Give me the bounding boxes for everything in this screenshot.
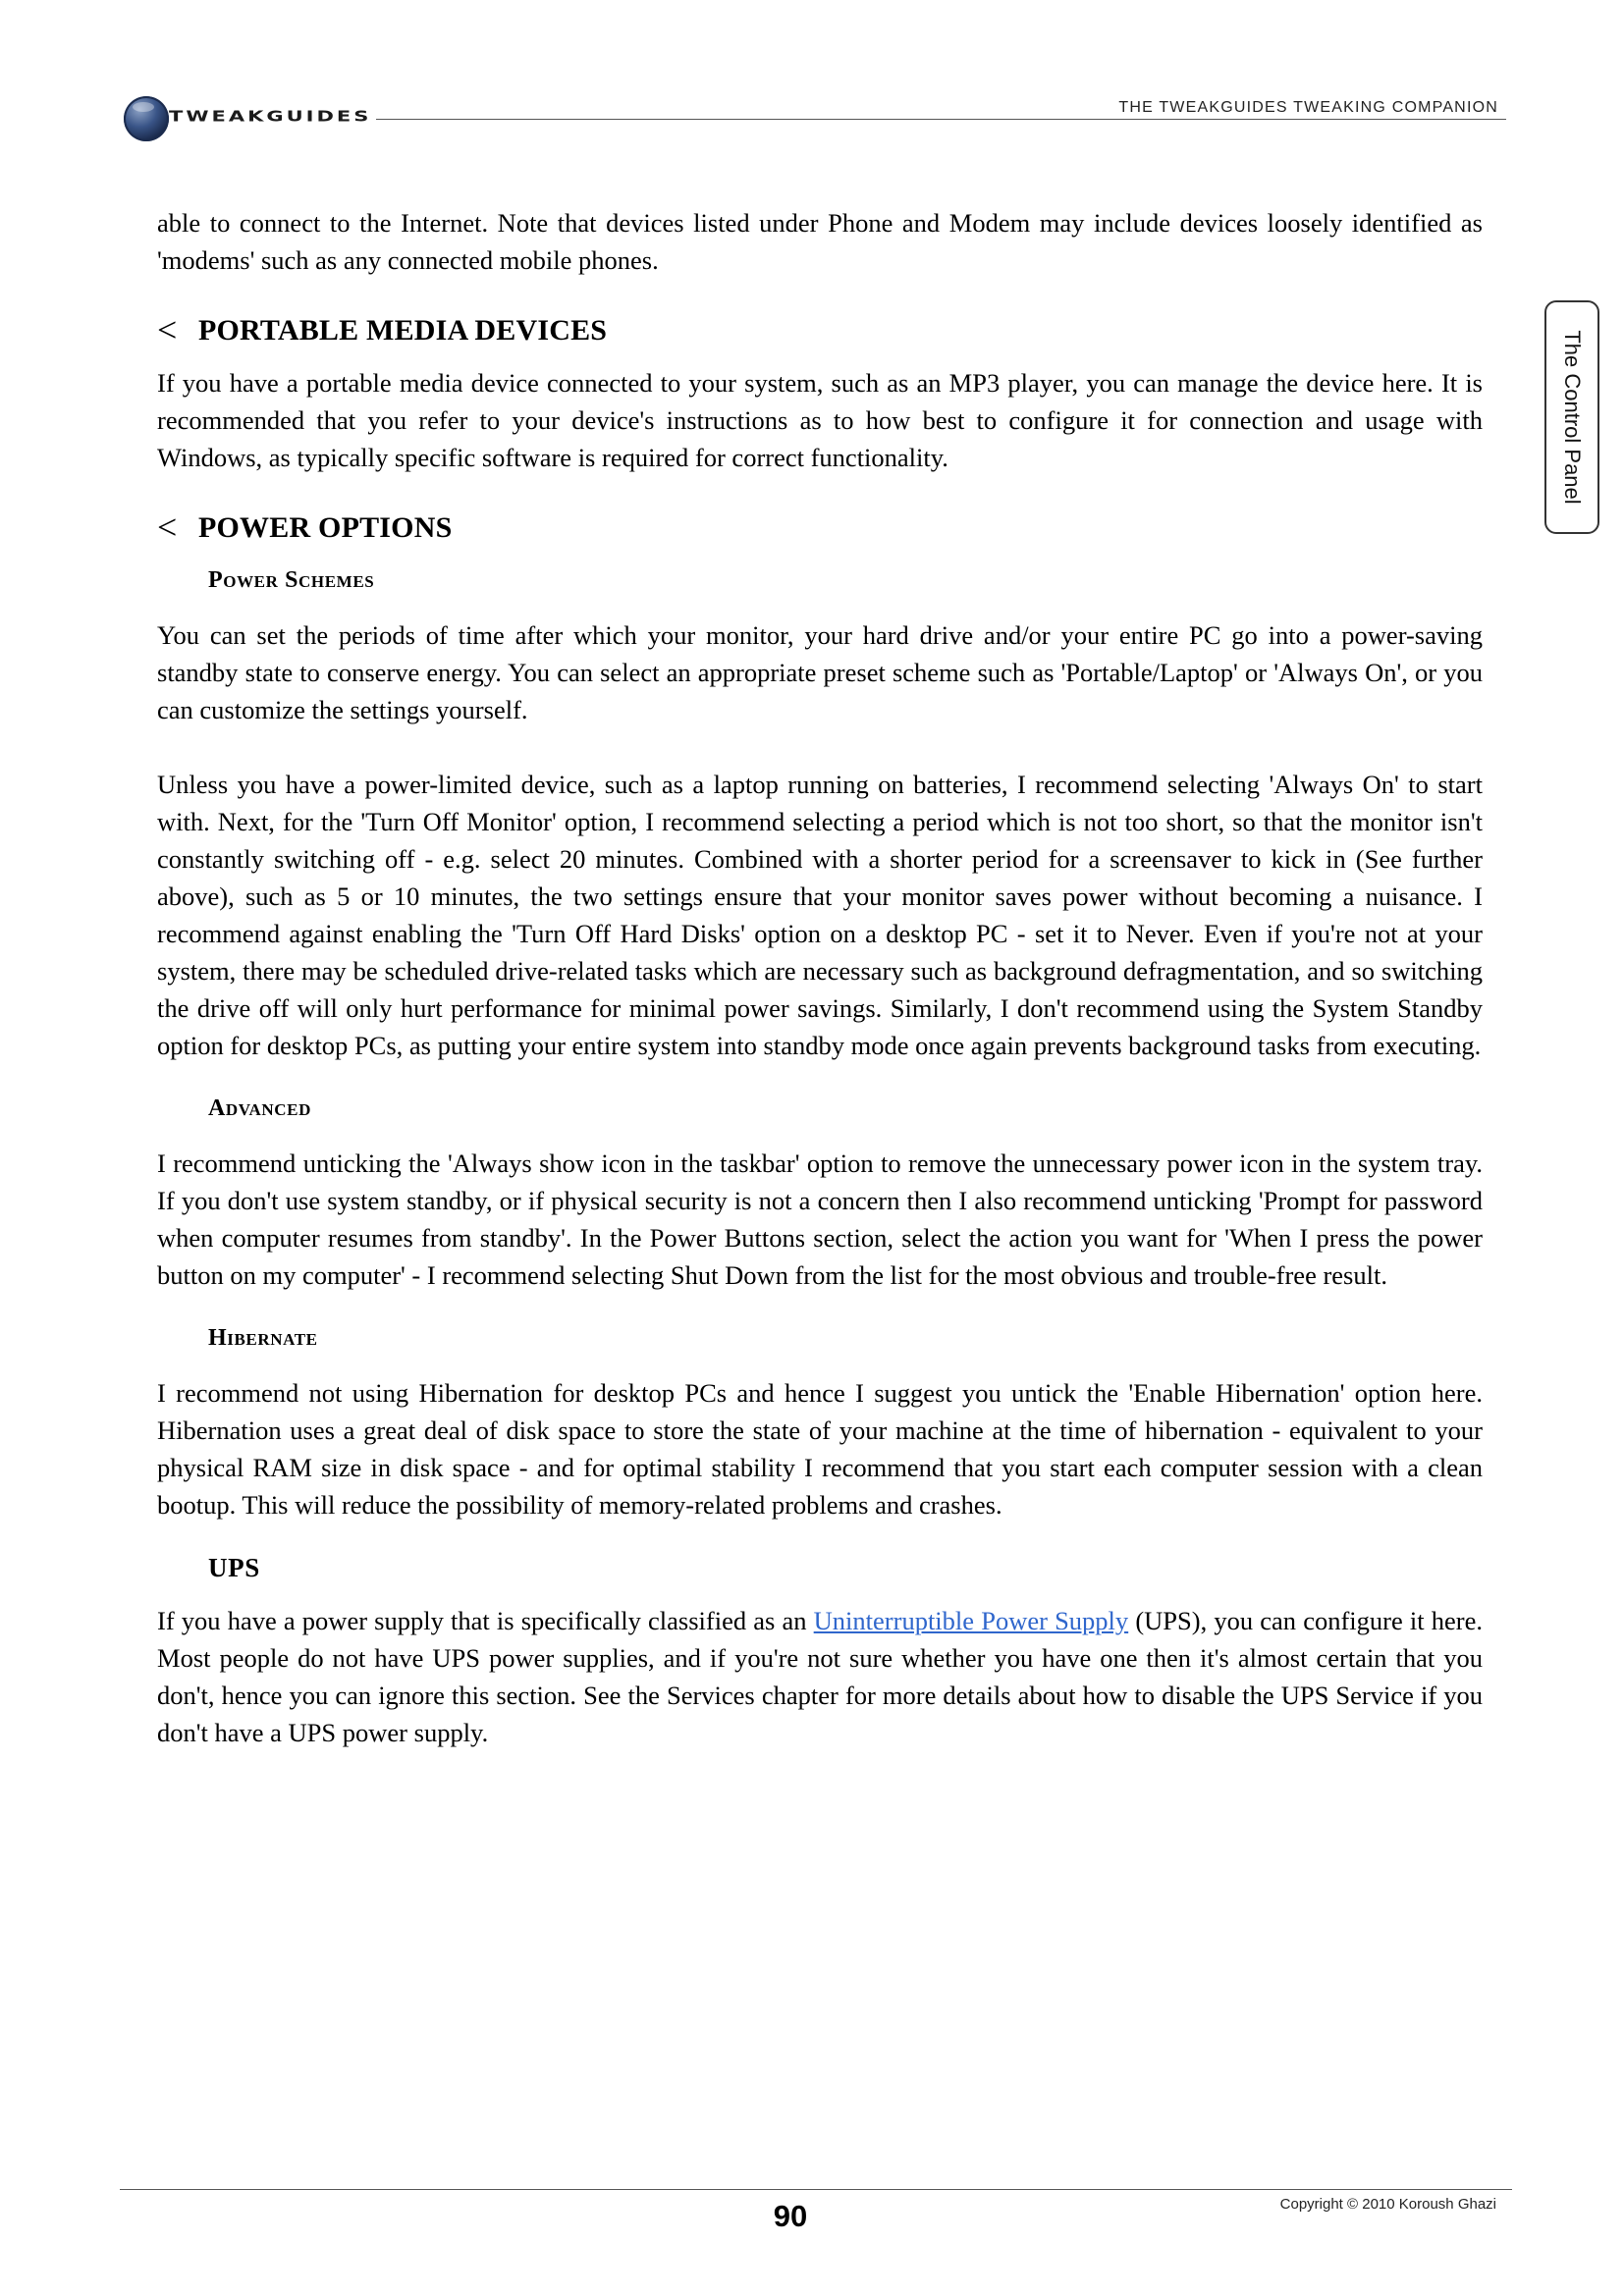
tweakguides-logo[interactable] xyxy=(124,92,372,147)
chapter-side-tab xyxy=(1544,300,1599,534)
ups-wikipedia-link[interactable]: Uninterruptible Power Supply xyxy=(813,1606,1129,1635)
section-heading-text: PORTABLE MEDIA DEVICES xyxy=(198,314,608,347)
copyright-notice: Copyright © 2010 Koroush Ghazi xyxy=(1279,2196,1496,2213)
subheading-ups: UPS xyxy=(208,1553,260,1582)
subheading-hibernate: Hibernate xyxy=(208,1325,318,1351)
header-rule xyxy=(376,119,1506,120)
portable-media-paragraph: If you have a portable media device connected to your system, such as an MP3 player, you can manage the device here. It is recommended that you refer to your device's instructions as to how best to configure it for connection and usage with Windows, as typically specific software is required for correct functionality. xyxy=(157,368,1483,472)
power-schemes-paragraph-1: You can set the periods of time after which your monitor, your hard drive and/or your entire PC go into a power-saving standby state to conserve energy. You can select an appropriate preset scheme such as 'Portable/Laptop' or 'Always On', or you can customize the settings yourself. xyxy=(157,620,1483,724)
section-heading-portable-media-devices xyxy=(157,312,1483,348)
subheading-advanced: Advanced xyxy=(208,1095,311,1121)
advanced-paragraph: I recommend unticking the 'Always show icon in the taskbar' option to remove the unnecessary power icon in the system tray. If you don't use system standby, or if physical security is not a concern then I also recommend unticking 'Prompt for password when computer resumes from standby'. In the Power Buttons section, select the action you want for 'When I press the power button on my computer' - I recommend selecting Shut Down from the list for the most obvious and trouble-free result. xyxy=(157,1148,1483,1290)
hibernate-paragraph: I recommend not using Hibernation for desktop PCs and hence I suggest you untick the 'Enable Hibernation' option here. Hibernation uses a great deal of disk space to store the state of your machine at the time of hibernation - equivalent to your physical RAM size in disk space - and for optimal stability I recommend that you start each computer session with a clean bootup. This will reduce the possibility of memory-related problems and crashes. xyxy=(157,1378,1483,1520)
section-bullet-icon: < xyxy=(157,310,178,349)
logo-text: TWEAKGUIDES xyxy=(169,108,372,126)
section-heading-power-options xyxy=(157,509,1483,546)
chapter-side-tab-label: The Control Panel xyxy=(1560,330,1585,505)
section-bullet-icon: < xyxy=(157,507,178,547)
page-content xyxy=(157,204,1483,1751)
section-heading-text: POWER OPTIONS xyxy=(198,511,453,544)
ups-text-before-link: If you have a power supply that is specifically classified as an xyxy=(157,1606,814,1635)
power-schemes-paragraph-2: Unless you have a power-limited device, such as a laptop running on batteries, I recommend selecting 'Always On' to start with. Next, for the 'Turn Off Monitor' option, I recommend selecting a period which is not too short, so that the monitor isn't constantly switching off - e.g. select 20 minutes. Combined with a shorter period for a screensaver to kick in (See further above), such as 5 or 10 minutes, the two settings ensure that your monitor saves power without becoming a nuisance. I recommend against enabling the 'Turn Off Hard Disks' option on a desktop PC - set it to Never. Even if you're not at your system, there may be scheduled drive-related tasks which are necessary such as background defragmentation, and so switching the drive off will only hurt performance for minimal power savings. Similarly, I don't recommend using the System Standby option for desktop PCs, as putting your entire system into standby mode once again prevents background tasks from executing. xyxy=(157,770,1483,1060)
ups-text-after-link: (UPS), you can configure it here. Most people do not have UPS power supplies, and if you're not sure whether you have one then it's almost certain that you don't, hence you can ignore this section. See the Services chapter for more details about how to disable the UPS Service if you don't have a UPS power supply. xyxy=(157,1606,1484,1747)
page-number: 90 xyxy=(773,2199,808,2233)
intro-paragraph: able to connect to the Internet. Note that devices listed under Phone and Modem may include devices loosely identified as 'modems' such as any connected mobile phones. xyxy=(157,208,1483,275)
header-title: THE TWEAKGUIDES TWEAKING COMPANION xyxy=(1118,99,1498,116)
logo-globe-icon xyxy=(124,96,169,141)
footer-rule xyxy=(120,2189,1512,2190)
subheading-power-schemes: Power Schemes xyxy=(208,567,375,593)
ups-paragraph xyxy=(157,1602,1483,1751)
